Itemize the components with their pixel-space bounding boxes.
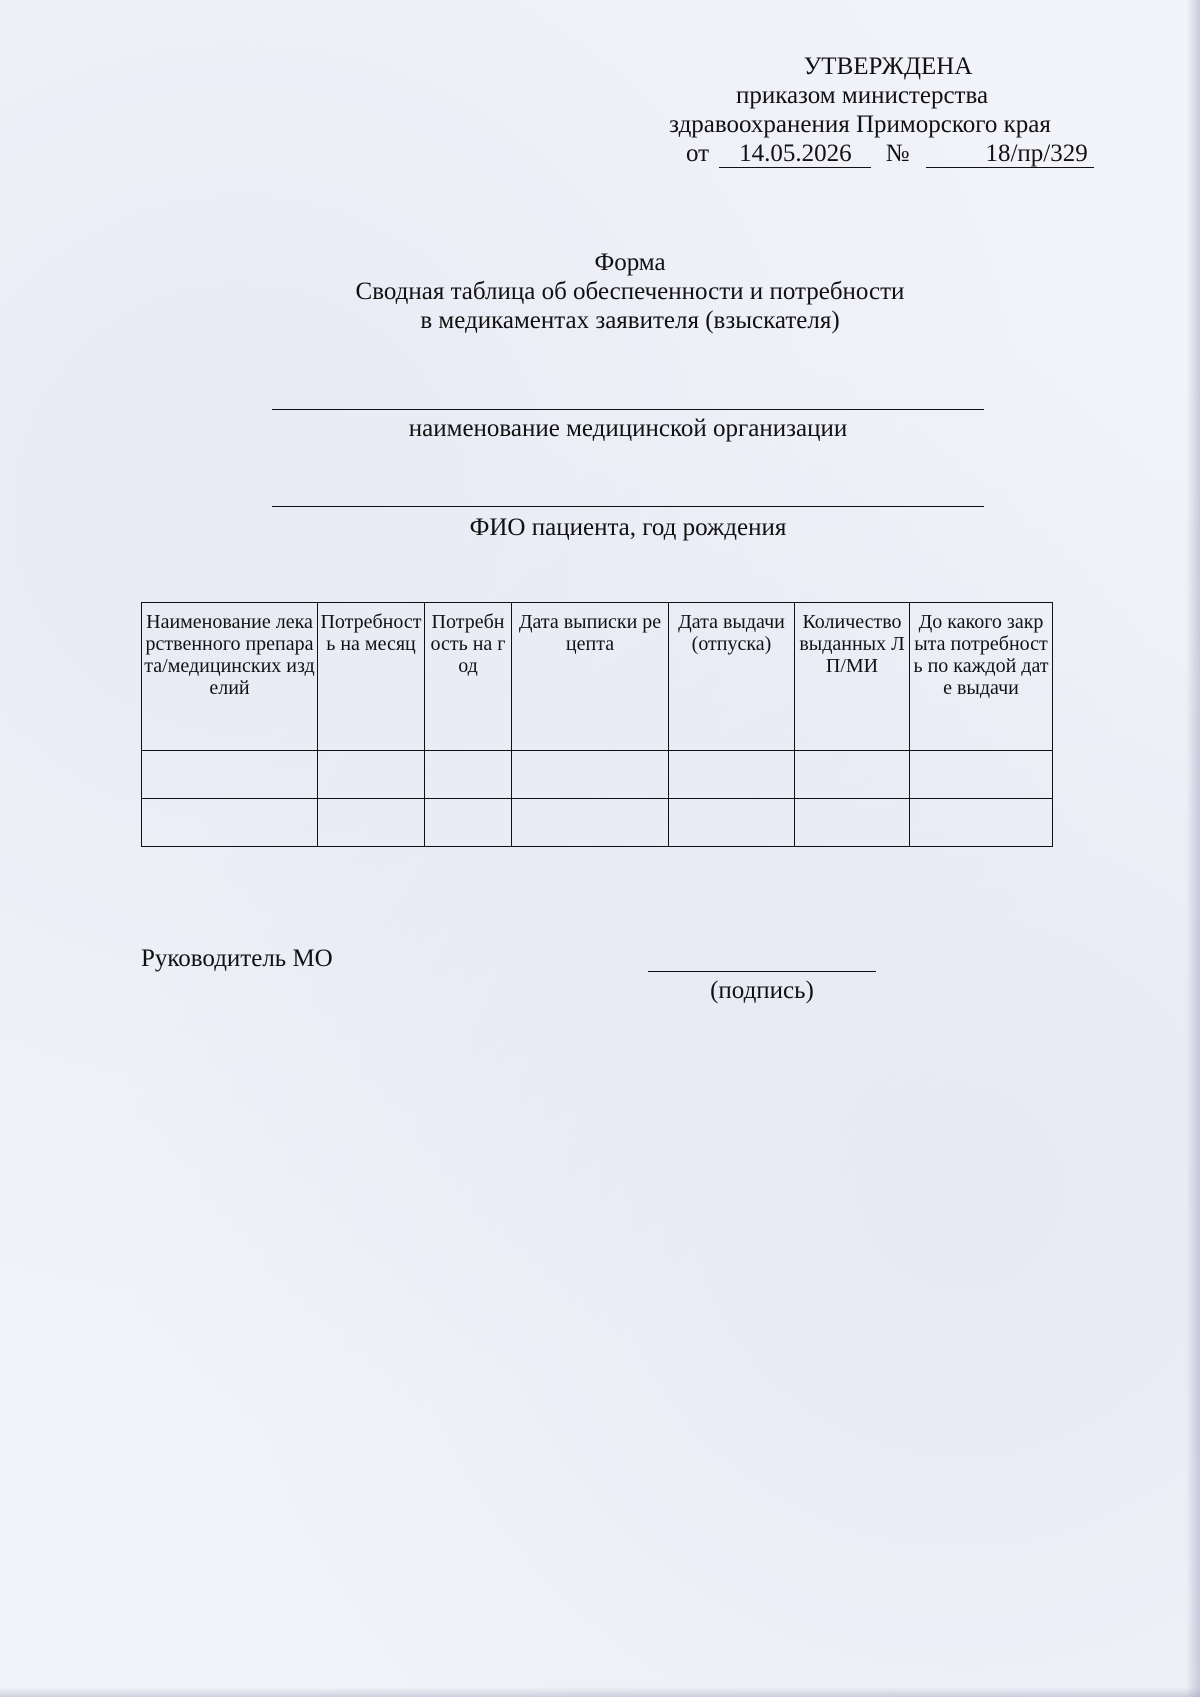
needs-table — [141, 602, 1053, 847]
table-cell — [425, 751, 512, 799]
patient-caption: ФИО пациента, год рождения — [469, 514, 787, 541]
table-cell — [512, 799, 669, 847]
table-cell — [425, 799, 512, 847]
scan-edge-bottom — [0, 1687, 1200, 1697]
table-cell — [910, 751, 1053, 799]
signature-caption: (подпись) — [710, 977, 814, 1004]
table-row — [142, 799, 1053, 847]
table-header-row — [142, 603, 1053, 751]
form-label: Форма — [594, 249, 666, 276]
table-cell — [669, 751, 795, 799]
approval-from-label: от — [686, 140, 710, 167]
form-title-line-1: Сводная таблица об обеспеченности и потребности — [355, 278, 905, 305]
organization-caption: наименование медицинской организации — [408, 415, 848, 442]
form-title-block — [200, 248, 1060, 335]
approval-line-1: приказом министерства — [735, 82, 989, 109]
table-header-cell: Дата выдачи (отпуска) — [669, 603, 795, 751]
table-header-cell: Дата выписки рецепта — [512, 603, 669, 751]
approval-line-2: здравоохранения Приморского края — [669, 111, 1051, 138]
table-cell — [318, 799, 425, 847]
table-header-cell: Количество выданных ЛП/МИ — [795, 603, 910, 751]
approval-order-line — [620, 139, 1100, 168]
table-cell — [512, 751, 669, 799]
approval-number: 18/пр/329 — [926, 141, 1094, 168]
approval-date: 14.05.2026 — [719, 141, 871, 168]
table-cell — [669, 799, 795, 847]
table-cell — [142, 751, 318, 799]
table-cell — [142, 799, 318, 847]
table-header-cell: Наименование лекарственного препарата/медицинских изделий — [142, 603, 318, 751]
form-title-line-2: в медикаментах заявителя (взыскателя) — [420, 307, 840, 334]
approval-status: УТВЕРЖДЕНА — [803, 53, 973, 80]
approval-block — [620, 52, 1100, 168]
scan-edge-right — [1186, 0, 1200, 1697]
table-cell — [318, 751, 425, 799]
table-cell — [910, 799, 1053, 847]
table-header-cell: До какого закрыта потребность по каждой дате выдачи — [910, 603, 1053, 751]
patient-fill-line — [272, 506, 984, 507]
signature-label: Руководитель МО — [141, 945, 333, 972]
table-cell — [795, 751, 910, 799]
table-cell — [795, 799, 910, 847]
approval-number-sign: № — [885, 140, 910, 167]
table-row — [142, 751, 1053, 799]
signature-line — [648, 971, 876, 972]
table-header-cell: Потребность на год — [425, 603, 512, 751]
table-header-cell: Потребность на месяц — [318, 603, 425, 751]
organization-fill-line — [272, 409, 984, 410]
